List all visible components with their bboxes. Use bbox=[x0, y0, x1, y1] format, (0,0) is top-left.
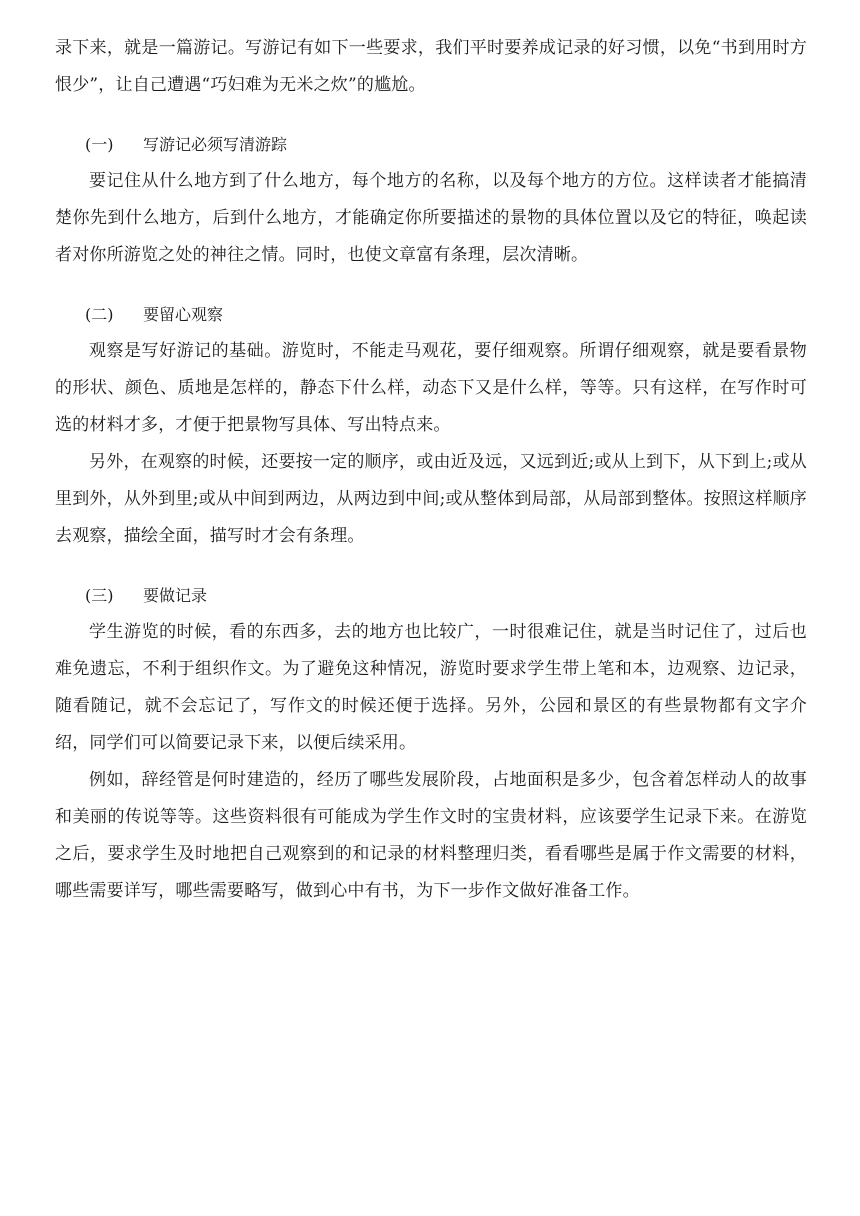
paragraph-observation: 观察是写好游记的基础。游览时，不能走马观花，要仔细观察。所谓仔细观察，就是要看景物的形状、颜色、质地是怎样的，静态下什么样，动态下又是什么样，等等。只有这样，在写作时可选的材料才多，才便于把景物写具体、写出特点来。 bbox=[55, 341, 807, 435]
section-number-2: (二) bbox=[85, 305, 114, 324]
section-title-3: 要做记录 bbox=[143, 586, 208, 605]
section-title-1: 写游记必须写清游踪 bbox=[143, 135, 288, 154]
section-number-1: (一) bbox=[85, 135, 114, 154]
section-number-3: (三) bbox=[85, 586, 114, 605]
document-page bbox=[55, 30, 807, 910]
section-heading-1 bbox=[55, 126, 807, 163]
section-heading-2 bbox=[55, 296, 807, 333]
paragraph-track-route: 要记住从什么地方到了什么地方，每个地方的名称，以及每个地方的方位。这样读者才能搞清楚你先到什么地方，后到什么地方，才能确定你所要描述的景物的具体位置以及它的特征，唤起读者对你所游览之处的神往之情。同时，也使文章富有条理，层次清晰。 bbox=[55, 171, 807, 265]
intro-paragraph: 录下来，就是一篇游记。写游记有如下一些要求，我们平时要养成记录的好习惯，以免“书到用时方恨少”，让自己遭遇“巧妇难为无米之炊”的尴尬。 bbox=[55, 38, 807, 95]
section-heading-3 bbox=[55, 577, 807, 614]
paragraph-example: 例如，辞经管是何时建造的，经历了哪些发展阶段，占地面积是多少，包含着怎样动人的故事和美丽的传说等等。这些资料很有可能成为学生作文时的宝贵材料，应该要学生记录下来。在游览之后，要求学生及时地把自己观察到的和记录的材料整理归类，看看哪些是属于作文需要的材料，哪些需要详写，哪些需要略写，做到心中有书，为下一步作文做好准备工作。 bbox=[55, 770, 807, 901]
section-title-2: 要留心观察 bbox=[143, 305, 224, 324]
paragraph-take-notes: 学生游览的时候，看的东西多，去的地方也比较广，一时很难记住，就是当时记住了，过后也难免遗忘，不利于组织作文。为了避免这种情况，游览时要求学生带上笔和本，边观察、边记录，随看随记，就不会忘记了，写作文的时候还便于选择。另外，公园和景区的有些景物都有文字介绍，同学们可以简要记录下来，以便后续采用。 bbox=[55, 622, 807, 753]
paragraph-observation-order: 另外，在观察的时候，还要按一定的顺序，或由近及远，又远到近;或从上到下，从下到上;或从里到外，从外到里;或从中间到两边，从两边到中间;或从整体到局部，从局部到整体。按照这样顺序去观察，描绘全面，描写时才会有条理。 bbox=[55, 452, 807, 546]
